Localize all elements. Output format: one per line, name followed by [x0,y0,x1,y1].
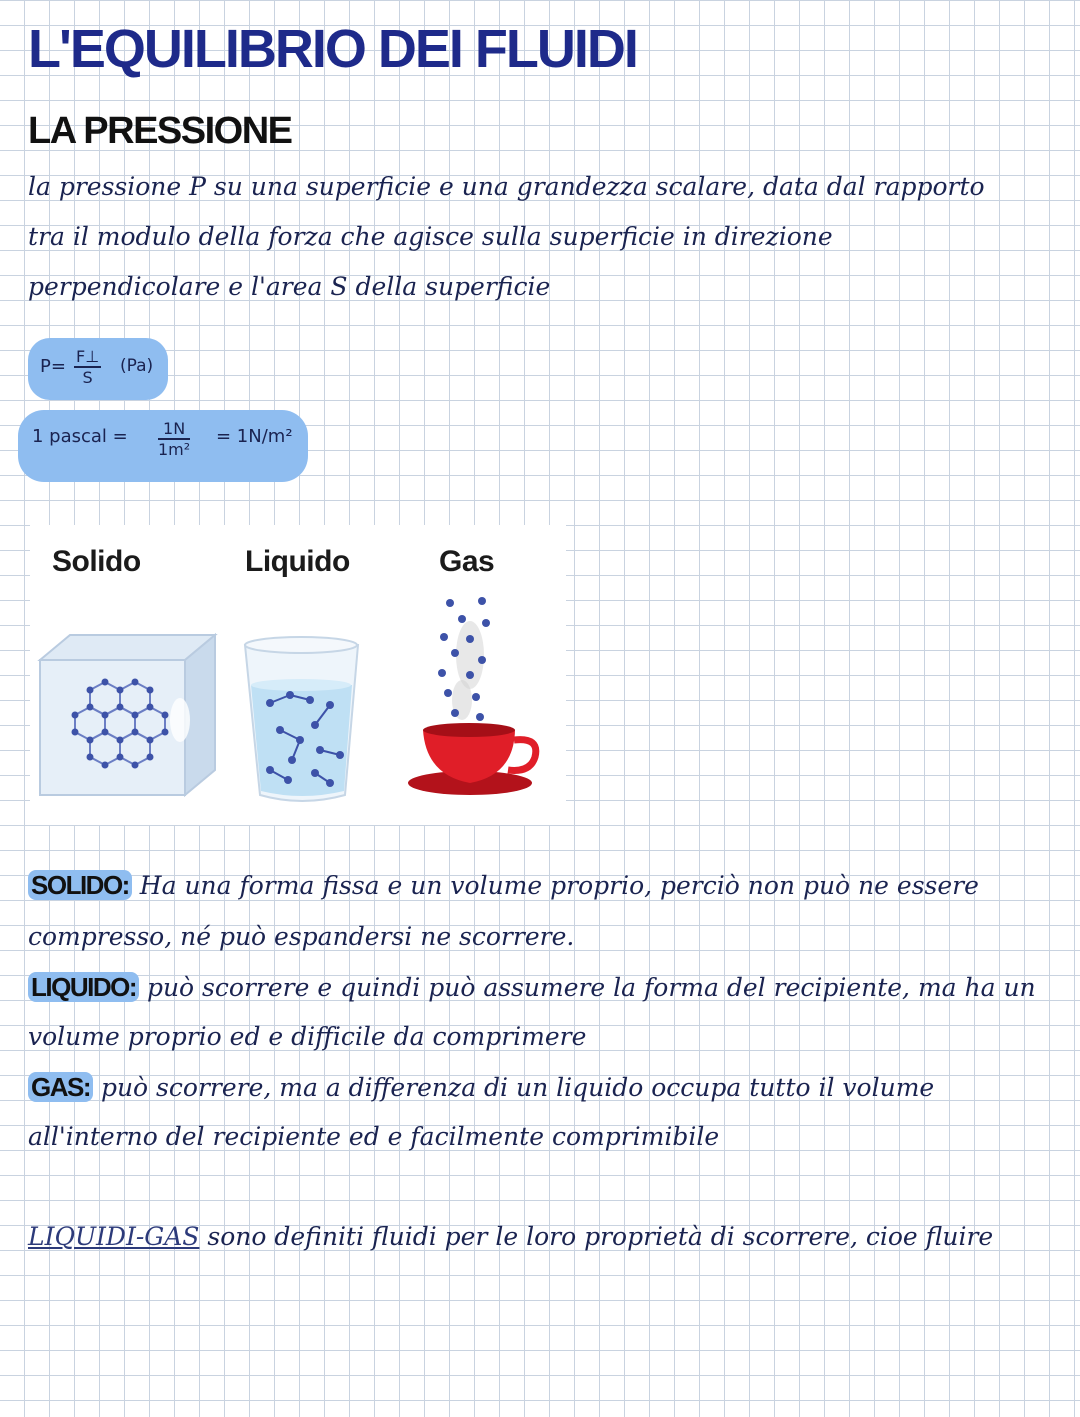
term-liquido: LIQUIDO: [28,972,139,1002]
definition-line-2: tra il modulo della forza che agisce sulla superficie in direzione [28,222,833,251]
water-glass-icon [245,637,358,801]
term-solido: SOLIDO: [28,870,132,900]
label-solido: Solido [52,545,141,578]
pressure-formula-lhs: P= [40,356,66,377]
pascal-fraction [158,420,190,460]
state-solido-text-1: Ha una forma fissa e un volume proprio, perciò non può ne essere [139,871,979,900]
state-gas-line-2: all'interno del recipiente ed e facilmente comprimibile [28,1122,720,1151]
label-liquido: Liquido [245,545,350,578]
pressure-denominator: S [82,368,93,387]
state-gas-text-1: può scorrere, ma a differenza di un liquido occupa tutto il volume [100,1073,935,1102]
label-gas: Gas [439,545,495,578]
term-gas: GAS: [28,1072,93,1102]
pressure-formula [28,338,168,400]
ice-cube-icon [40,635,215,795]
gas-steam-icon [438,597,490,721]
state-solido-line-2: compresso, né può espandersi ne scorrere. [28,922,575,951]
conclusion-text: sono definiti fluidi per le loro proprietà di scorrere, cioe fluire [199,1222,994,1251]
pascal-formula [18,410,308,482]
definition-line-3: perpendicolare e l'area S della superficie [28,272,551,301]
state-solido-line-1 [28,870,979,901]
pascal-formula-rhs: = 1N/m² [216,426,293,447]
state-gas-line-1 [28,1072,934,1103]
state-liquido-text-1: può scorrere e quindi può assumere la forma del recipiente, ma ha un [146,973,1036,1002]
section-title: LA PRESSIONE [28,110,292,152]
states-of-matter-illustration [30,525,566,825]
pascal-formula-lhs: 1 pascal = [32,426,128,447]
page-title: L'EQUILIBRIO DEI FLUIDI [28,19,637,79]
pressure-numerator: F⊥ [76,347,100,366]
pascal-denominator: 1m² [158,440,191,459]
conclusion-term: LIQUIDI-GAS [28,1222,200,1251]
conclusion-line [28,1222,993,1251]
states-drawing [30,525,566,825]
pascal-numerator: 1N [158,420,190,440]
definition-line-1: la pressione P su una superficie e una grandezza scalare, data dal rapporto [28,172,985,201]
state-liquido-line-1 [28,972,1036,1003]
pressure-fraction [74,348,101,388]
red-cup-icon [408,723,536,795]
pressure-unit: (Pa) [120,356,154,376]
state-liquido-line-2: volume proprio ed e difficile da comprimere [28,1022,587,1051]
